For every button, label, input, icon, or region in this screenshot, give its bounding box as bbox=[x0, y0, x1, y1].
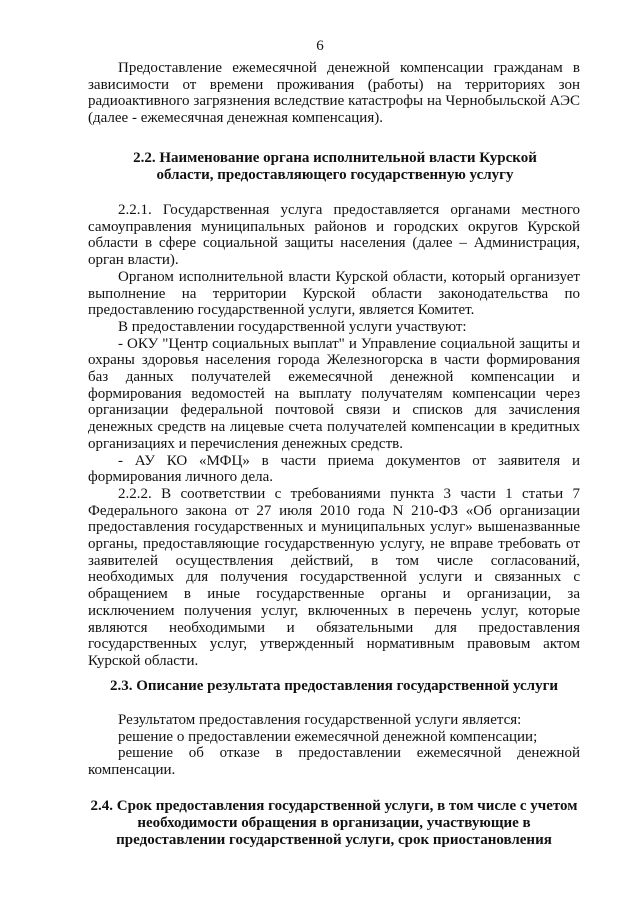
paragraph-2-2-1: 2.2.1. Государственная услуга предоставляется органами местного самоуправления муниципальных районов и городских округов Курской области в сфере социальной защиты населения (далее – Администрация, орган власти). bbox=[88, 202, 580, 269]
paragraph-result-refusal: решение об отказе в предоставлении ежемесячной денежной компенсации. bbox=[88, 745, 580, 779]
intro-block bbox=[88, 60, 580, 127]
paragraph-executive-body: Органом исполнительной власти Курской области, который организует выполнение на территории Курской области законодательства по предоставлению государственной услуги, является Комитет. bbox=[88, 268, 580, 319]
paragraph-2-2-2: 2.2.2. В соответствии с требованиями пункта 3 части 1 статьи 7 Федерального закона от 27 июля 2010 года N 210-ФЗ «Об организации предоставления государственных и муниципальных услуг» вышеназванные органы, предоставляющие государственную услугу, не вправе требовать от заявителей осуществления действий, в том числе согласований, необходимых для получения государственной услуги и связанных с обращением в иные государственные органы и организации, за исключением получения услуг, включенных в перечень услуг, которые являются необходимыми и обязательными для предоставления государственных услуг, утвержденный нормативным правовым актом Курской области. bbox=[88, 485, 580, 669]
paragraph-result-grant: решение о предоставлении ежемесячной денежной компенсации; bbox=[118, 728, 538, 745]
section-2-3-heading: 2.3. Описание результата предоставления государственной услуги bbox=[109, 678, 559, 694]
intro-paragraph: Предоставление ежемесячной денежной компенсации гражданам в зависимости от времени проживания (работы) на территориях зон радиоактивного загрязнения вследствие катастрофы на Чернобыльской АЭС (далее - ежемесячная денежная компенсация). bbox=[88, 60, 580, 127]
paragraph-participants-intro: В предоставлении государственной услуги участвуют: bbox=[118, 318, 467, 335]
paragraph-participant-mfc: - АУ КО «МФЦ» в части приема документов от заявителя и формирования личного дела. bbox=[88, 452, 580, 486]
section-2-4-heading: 2.4. Срок предоставления государственной услуги, в том числе с учетом необходимости обращения в организации, участвующие в предоставлении государственной услуги, срок приостановления bbox=[90, 798, 578, 848]
section-2-2-body bbox=[88, 202, 580, 670]
paragraph-participant-oku: - ОКУ "Центр социальных выплат" и Управление социальной защиты и охраны здоровья населения города Железногорска в части формирования баз данных получателей ежемесячной денежной компенсации и формирования ведомостей на выплату получателям компенсации через организации федеральной почтовой связи и списков для зачисления денежных средств на лицевые счета получателей компенсации в кредитных организациях и перечисления денежных средств. bbox=[88, 335, 580, 452]
paragraph-result-intro: Результатом предоставления государственной услуги является: bbox=[118, 712, 522, 728]
page-number: 6 bbox=[316, 38, 324, 54]
section-2-3-body bbox=[88, 712, 580, 779]
section-2-2-heading: 2.2. Наименование органа исполнительной власти Курской области, предоставляющего государственную услугу bbox=[133, 150, 537, 183]
